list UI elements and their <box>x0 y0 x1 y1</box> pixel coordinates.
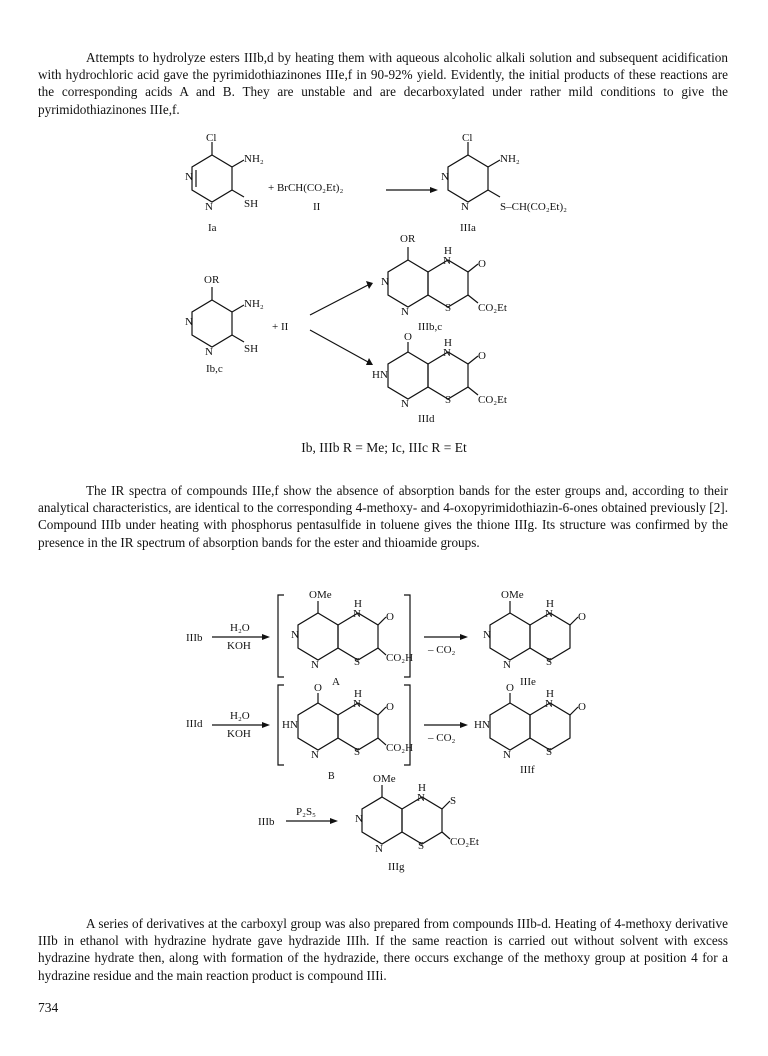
structure-Ia <box>185 132 264 234</box>
svg-text:H: H <box>444 337 452 349</box>
svg-text:N: N <box>311 659 319 671</box>
svg-text:N: N <box>443 347 451 359</box>
svg-text:S: S <box>445 302 452 314</box>
svg-text:P₂S₅: P₂S₅ <box>296 806 316 818</box>
svg-text:S: S <box>354 746 361 758</box>
svg-text:Cl: Cl <box>462 132 473 144</box>
svg-text:S: S <box>418 840 425 852</box>
structure-IIIbc <box>381 233 507 333</box>
svg-text:N: N <box>185 316 193 328</box>
svg-text:N: N <box>375 843 383 855</box>
svg-text:N: N <box>545 608 553 620</box>
compound-label-IIIg: IIIg <box>388 861 405 873</box>
svg-text:HN: HN <box>474 719 490 731</box>
amino-label: NH₂ <box>244 153 264 165</box>
svg-text:H: H <box>546 598 554 610</box>
svg-text:NH₂: NH₂ <box>244 298 264 310</box>
svg-text:N: N <box>205 346 213 358</box>
svg-text:O: O <box>478 350 486 362</box>
substituent-label: S–CH(CO₂Et)₂ <box>500 201 567 213</box>
structure-Ibc <box>185 274 264 375</box>
svg-text:O: O <box>506 682 514 694</box>
svg-text:H: H <box>418 782 426 794</box>
svg-text:S: S <box>445 394 452 406</box>
svg-text:CO₂H: CO₂H <box>386 742 414 754</box>
structure-IIIa <box>441 132 567 234</box>
svg-text:N: N <box>401 306 409 318</box>
svg-text:N: N <box>503 749 511 761</box>
reagent-plus-II: + II <box>272 321 289 333</box>
svg-text:NH₂: NH₂ <box>500 153 520 165</box>
svg-text:S: S <box>450 795 457 807</box>
svg-text:H₂O: H₂O <box>230 710 250 722</box>
svg-text:N: N <box>353 698 361 710</box>
svg-text:O: O <box>578 611 586 623</box>
compound-label-IIIe: IIIe <box>520 676 536 688</box>
svg-text:N: N <box>311 749 319 761</box>
thiol-label: SH <box>244 198 259 210</box>
svg-text:OMe: OMe <box>309 589 332 601</box>
svg-text:N: N <box>185 171 193 183</box>
compound-label-IIIa: IIIa <box>460 222 476 234</box>
svg-text:CO₂Et: CO₂Et <box>450 836 479 848</box>
structure-IIId <box>372 331 507 425</box>
compound-label-IIIf: IIIf <box>520 764 535 776</box>
svg-text:N: N <box>291 629 299 641</box>
svg-text:KOH: KOH <box>227 640 251 652</box>
structure-A <box>291 589 413 688</box>
svg-text:H: H <box>444 245 452 257</box>
svg-text:O: O <box>478 258 486 270</box>
reaction-scheme-2 <box>0 585 768 885</box>
svg-text:OR: OR <box>400 233 416 245</box>
svg-text:N: N <box>353 608 361 620</box>
paragraph-hydrolysis: Attempts to hydrolyze esters IIIb,d by heating them with aqueous alcoholic alkali solution and subsequent acidification with hydrochloric acid gave the pyrimidothiazinones IIIe,f in 90-92% yield. Evidently, the initial products of these reactions are the corresponding acids A and B. They are unstable and are decarboxylated under rather mild conditions to give the pyrimidothiazinones IIIe,f. <box>38 50 728 117</box>
svg-text:KOH: KOH <box>227 728 251 740</box>
svg-text:N: N <box>355 813 363 825</box>
svg-text:O: O <box>578 701 586 713</box>
svg-text:O: O <box>386 611 394 623</box>
structure-IIIg <box>355 773 479 873</box>
svg-text:CO₂H: CO₂H <box>386 652 414 664</box>
compound-label-Ia: Ia <box>208 222 217 234</box>
paragraph-ir-spectra: The IR spectra of compounds IIIe,f show the absence of absorption bands for the ester groups and, according to their analytical characteristics, are identical to the corresponding 4-methoxy- and 4-oxopyrimidothiazin-6-ones obtained previously [2]. Compound IIIb under heating with phosphorus pentasulfide in toluene gives the thione IIIg. Its structure was confirmed by the presence in the IR spectrum of absorption bands for the ester and thioamide groups. <box>38 483 728 550</box>
svg-text:O: O <box>386 701 394 713</box>
svg-text:OR: OR <box>204 274 220 286</box>
svg-text:H₂O: H₂O <box>230 622 250 634</box>
svg-text:OMe: OMe <box>501 589 524 601</box>
reaction-scheme-1 <box>0 130 768 440</box>
svg-text:SH: SH <box>244 343 259 355</box>
svg-text:N: N <box>381 276 389 288</box>
intermediate-label-B: B <box>328 771 335 782</box>
svg-text:N: N <box>461 201 469 213</box>
svg-text:H: H <box>546 688 554 700</box>
svg-text:O: O <box>314 682 322 694</box>
structure-IIIf <box>474 682 586 776</box>
compound-label-IIIb: IIIb <box>186 632 203 644</box>
reagent-label-II: II <box>313 201 321 213</box>
svg-text:HN: HN <box>372 369 388 381</box>
compound-label-IIIb-2: IIIb <box>258 816 275 828</box>
chlorine-label: Cl <box>206 132 217 144</box>
compound-label-Ibc: Ib,c <box>206 363 223 375</box>
svg-text:H: H <box>354 688 362 700</box>
svg-text:N: N <box>401 398 409 410</box>
svg-text:N: N <box>545 698 553 710</box>
svg-text:OMe: OMe <box>373 773 396 785</box>
compound-label-IIId: IIId <box>418 413 435 425</box>
svg-text:S: S <box>354 656 361 668</box>
paragraph-derivatives: A series of derivatives at the carboxyl group was also prepared from compounds IIIb-d. Heating of 4-methoxy derivative IIIb in ethanol with hydrazine hydrate gave hydrazide IIIh. If the same reaction is carried out without solvent with excess hydrazine hydrate then, along with formation of the hydrazide, there occurs exchange of the methoxy group at position 4 for a hydrazine residue and the main reaction product is compound IIIi. <box>38 916 728 983</box>
svg-text:– CO₂: – CO₂ <box>428 644 456 656</box>
page-number: 734 <box>38 1000 59 1015</box>
svg-text:S: S <box>546 656 553 668</box>
svg-text:N: N <box>443 255 451 267</box>
r-group-definition: Ib, IIIb R = Me; Ic, IIIc R = Et <box>301 440 467 455</box>
svg-text:HN: HN <box>282 719 298 731</box>
svg-text:N: N <box>483 629 491 641</box>
svg-text:N: N <box>503 659 511 671</box>
svg-text:CO₂Et: CO₂Et <box>478 302 507 314</box>
compound-label-IIId-2: IIId <box>186 718 203 730</box>
svg-text:H: H <box>354 598 362 610</box>
structure-B <box>282 682 413 782</box>
intermediate-label-A: A <box>332 676 340 688</box>
svg-text:N: N <box>205 201 213 213</box>
reagent-bromomalonate: + BrCH(CO₂Et)₂ <box>268 182 344 194</box>
svg-text:N: N <box>441 171 449 183</box>
svg-text:N: N <box>417 792 425 804</box>
svg-text:– CO₂: – CO₂ <box>428 732 456 744</box>
structure-IIIe <box>483 589 586 688</box>
svg-text:O: O <box>404 331 412 343</box>
svg-text:S: S <box>546 746 553 758</box>
compound-label-IIIbc: IIIb,c <box>418 321 443 333</box>
svg-text:CO₂Et: CO₂Et <box>478 394 507 406</box>
